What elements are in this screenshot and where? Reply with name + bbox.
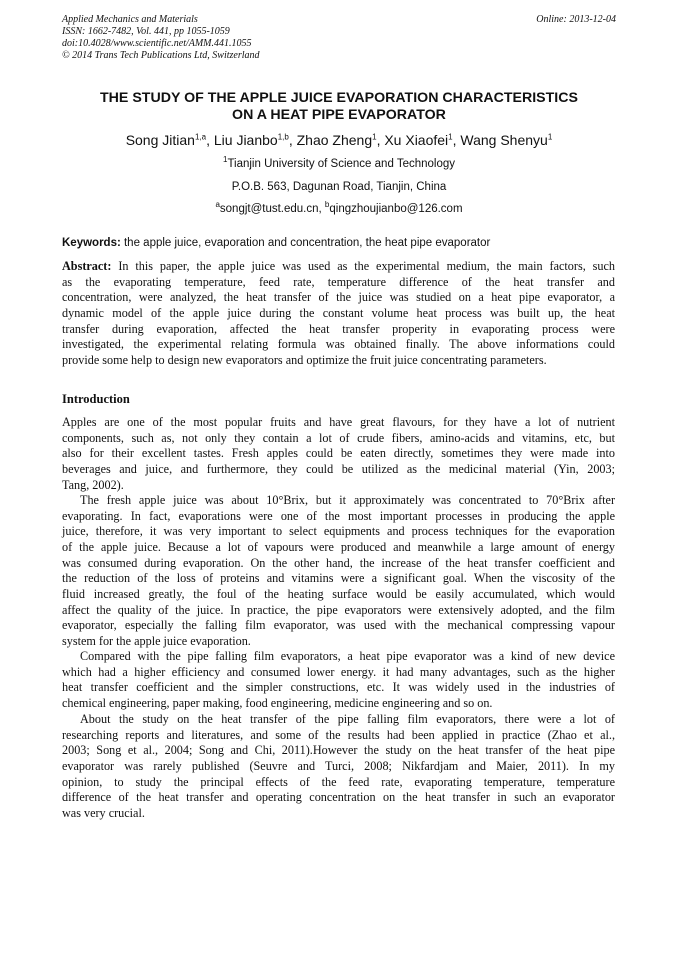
- author-name: Liu Jianbo: [213, 132, 278, 148]
- intro-paragraph-3: [62, 649, 615, 712]
- text-line: juice, therefore, it was very important to select equipments and process techniques for the evaporation: [62, 524, 615, 539]
- author-name: Wang Shenyu: [460, 132, 548, 148]
- abstract-line: [62, 259, 615, 275]
- author-sup: 1: [372, 132, 377, 142]
- text-line: was consumed during evaporation. On the other hand, the increase of the heat transfer coefficient and: [62, 555, 615, 570]
- email-b-sup: b: [324, 200, 330, 210]
- text-line: components, such as, not only they contain a lot of crude fibers, amino-acids and vitamins, etc, but: [62, 430, 615, 445]
- journal-header: [62, 14, 616, 62]
- abstract: [62, 259, 615, 369]
- text-line: evaporator, especially the falling film evaporator, was used with the mechanical compressing vapour: [62, 618, 615, 633]
- title-line-1: THE STUDY OF THE APPLE JUICE EVAPORATION CHARACTERISTICS: [100, 90, 578, 106]
- intro-paragraph-1: [62, 415, 615, 493]
- keywords-text: the apple juice, evaporation and concentration, the heat pipe evaporator: [120, 237, 491, 249]
- text-line: beverages and juice, and furthermore, they could be utilized as the medicinal material (Yin, 2003;: [62, 461, 615, 476]
- text-line: difference of the heat transfer and operating concentration on the heat transfer in such an evaporator: [62, 790, 615, 805]
- abstract-line: concentration, were analyzed, the heat transfer of the juice was studied on a heat pipe evaporator, a: [62, 290, 615, 305]
- copyright-line: © 2014 Trans Tech Publications Ltd, Switzerland: [62, 50, 260, 61]
- text-line: 2003; Song et al., 2004; Song and Chi, 2011).However the study on the heat transfer of the heat pipe: [62, 743, 615, 758]
- intro-paragraph-4: [62, 712, 615, 822]
- text-line: evaporating. In fact, evaporations were one of the most important processes in producing the apple: [62, 508, 615, 523]
- author-sup: 1,a: [194, 132, 207, 142]
- keywords-label: Keywords:: [62, 237, 121, 249]
- issn-line: ISSN: 1662-7482, Vol. 441, pp 1055-1059: [62, 26, 230, 37]
- text-line: Apples are one of the most popular fruits and have great flavours, for they have a lot of nutrient: [62, 415, 615, 429]
- author-name: Song Jitian: [125, 132, 195, 148]
- text-line: researching reports and literatures, and some of the results had been applied in practice (Zhao et al.,: [62, 727, 615, 742]
- email-a-sup: a: [215, 200, 220, 210]
- text-line: of the apple juice. Because a lot of vapours were produced and meanwhile a large amount of energy: [62, 539, 615, 554]
- email-b: qingzhoujianbo@126.com: [329, 203, 463, 215]
- text-line: opinion, to study the principal effects of the feed rate, evaporating temperature, temperature: [62, 774, 615, 789]
- affiliation-sup: 1: [222, 155, 228, 165]
- text-line: which had a higher efficiency and consumed lower energy. it had many advantages, such as the higher: [62, 664, 615, 679]
- author-sup: 1,b: [277, 132, 289, 142]
- text-line: heat transfer coefficient and the simpler constructions, etc. It was widely used in the industries of: [62, 680, 615, 695]
- keywords: [62, 236, 622, 250]
- abstract-label: Abstract:: [62, 259, 112, 273]
- abstract-line: transfer during evaporation, affected the heat transfer properity in evaporating process were: [62, 321, 615, 336]
- author-name: Zhao Zheng: [296, 132, 373, 148]
- abstract-line: investigated, the experimental relating formula was obtained finally. The above informations could: [62, 337, 615, 352]
- author-sup: 1: [547, 132, 553, 142]
- author-name: Xu Xiaofei: [384, 132, 449, 148]
- abstract-line: provide some help to design new evaporators and optimize the fruit juice concentrating parameters.: [62, 352, 547, 367]
- title-line-2: ON A HEAT PIPE EVAPORATOR: [232, 107, 446, 123]
- section-heading: Introduction: [62, 392, 130, 406]
- paper-title: [40, 90, 638, 124]
- affiliation: [20, 157, 658, 171]
- text-line: also for their excellent tastes. Fresh apples could be eaten directly, sometimes they were made into: [62, 446, 615, 461]
- email-line: [20, 202, 658, 216]
- author-sup: 1: [448, 132, 453, 142]
- text-line: About the study on the heat transfer of the pipe falling film evaporators, there were a lot of: [80, 712, 615, 726]
- journal-name: Applied Mechanics and Materials: [62, 14, 198, 25]
- affiliation-text: Tianjin University of Science and Technology: [227, 158, 456, 170]
- abstract-text: In this paper, the apple juice was used as the experimental medium, the main factors, such: [111, 259, 615, 273]
- text-line: evaporator was rarely published (Seuvre and Turci, 2008; Nikfardjam and Maier, 2011). In my: [62, 758, 615, 773]
- email-a: songjt@tust.edu.cn,: [219, 203, 325, 215]
- text-line: chemical engineering, paper making, food engineering, medicine engineering and so on.: [62, 695, 493, 710]
- text-line: Tang, 2002).: [62, 477, 124, 492]
- address: P.O.B. 563, Dagunan Road, Tianjin, China: [231, 181, 447, 193]
- text-line: affect the quality of the juice. In practice, the pipe evaporators were extensively adopted, and the film: [62, 602, 615, 617]
- abstract-line: dynamic model of the apple juice during the constant volume heat process was built up, the heat: [62, 305, 615, 320]
- text-line: The fresh apple juice was about 10°Brix, but it approximately was concentrated to 70°Brix after: [80, 493, 615, 507]
- text-line: system for the apple juice evaporation.: [62, 633, 251, 648]
- doi-line: doi:10.4028/www.scientific.net/AMM.441.1055: [62, 38, 252, 49]
- text-line: Compared with the pipe falling film evaporators, a heat pipe evaporator was a kind of new device: [80, 649, 615, 663]
- author-list: Song Jitian$^{1,a}$, Liu Jianbo$^{1,b}$, Zhao Zheng$^1$, Xu Xiaofei$^1$, Wang Shenyu$^1$: [125, 132, 553, 148]
- intro-paragraph-2: [62, 493, 615, 650]
- abstract-line: as the evaporating temperature, feed rate, temperature difference of the heat transfer and: [62, 274, 615, 289]
- text-line: fluid increased greatly, the foul of the heating surface would be easily accumulated, which would: [62, 586, 615, 601]
- online-date: Online: 2013-12-04: [536, 14, 616, 25]
- text-line: was very crucial.: [62, 805, 145, 820]
- text-line: the reduction of the loss of proteins and vitamins were a significant goal. When the viscosity of the: [62, 571, 615, 586]
